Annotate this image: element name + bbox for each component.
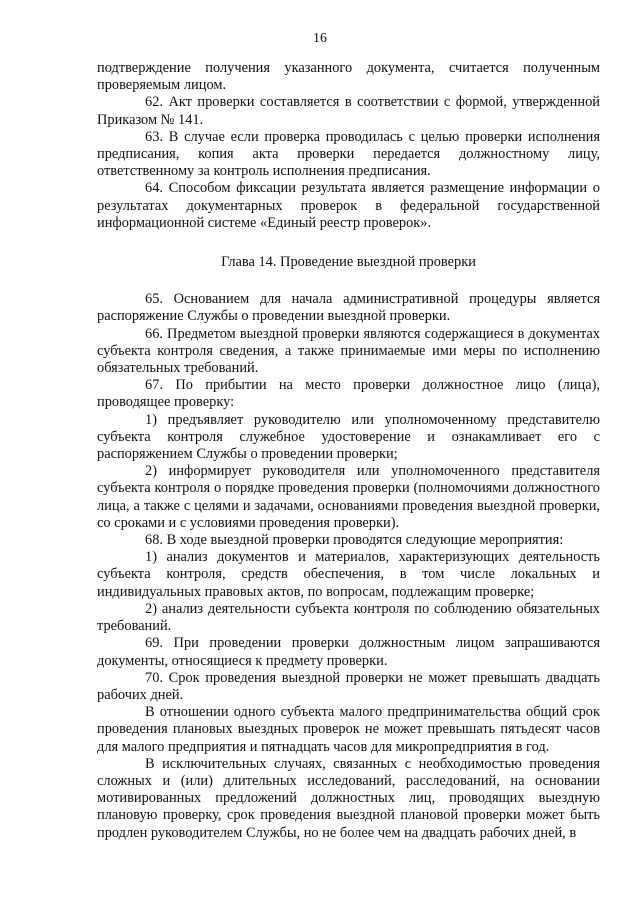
document-body <box>97 60 600 842</box>
paragraph-63: 63. В случае если проверка проводилась с целью проверки исполнения предписания, копия акта проверки передается должностному лицу, ответственному за контроль исполнения предписания. <box>97 128 600 180</box>
paragraph-70-exceptional-cases: В исключительных случаях, связанных с необходимостью проведения сложных и (или) длительных исследований, расследований, на основании мотивированных предложений должностных лиц, проводящих выездную плановую проверку, срок проведения выездной плановой проверки может быть продлен руководителем Службы, но не более чем на двадцать рабочих дней, в <box>97 755 600 841</box>
paragraph-67: 67. По прибытии на место проверки должностное лицо (лица), проводящее проверку: <box>97 377 600 411</box>
paragraph-62: 62. Акт проверки составляется в соответствии с формой, утвержденной Приказом № 141. <box>97 94 600 128</box>
chapter-heading: Глава 14. Проведение выездной проверки <box>221 254 476 271</box>
paragraph-65: 65. Основанием для начала административной процедуры является распоряжение Службы о проведении выездной проверки. <box>97 291 600 325</box>
page-number: 16 <box>313 31 327 46</box>
paragraph-continuation: подтверждение получения указанного документа, считается полученным проверяемым лицом. <box>97 60 600 94</box>
paragraph-70: 70. Срок проведения выездной проверки не может превышать двадцать рабочих дней. <box>97 669 600 703</box>
paragraph-67-item-1: 1) предъявляет руководителю или уполномоченному представителю субъекта контроля служебное удостоверение и ознакамливает его с распоряжением Службы о проведении проверки; <box>97 411 600 463</box>
paragraph-67-item-2: 2) информирует руководителя или уполномоченного представителя субъекта контроля о порядке проведения проверки (полномочиями должностного лица, а также с целями и задачами, основаниями проведения выездной проверки, со сроками и с условиями проведения проверки). <box>97 463 600 531</box>
paragraph-69: 69. При проведении проверки должностным лицом запрашиваются документы, относящиеся к предмету проверки. <box>97 635 600 669</box>
paragraph-64: 64. Способом фиксации результата является размещение информации о результатах документарных проверок в федеральной государственной информационной системе «Единый реестр проверок». <box>97 180 600 231</box>
paragraph-66: 66. Предметом выездной проверки являются содержащиеся в документах субъекта контроля сведения, а также принимаемые ими меры по исполнению обязательных требований. <box>97 325 600 377</box>
paragraph-68-item-1: 1) анализ документов и материалов, характеризующих деятельность субъекта контроля, средств обеспечения, в том числе локальных и индивидуальных правовых актов, по вопросам, подлежащим проверке; <box>97 549 600 600</box>
paragraph-70-small-business: В отношении одного субъекта малого предпринимательства общий срок проведения плановых выездных проверок не может превышать пятьдесят часов для малого предприятия и пятнадцать часов для микропредприятия в год. <box>97 704 600 755</box>
paragraph-68-item-2: 2) анализ деятельности субъекта контроля по соблюдению обязательных требований. <box>97 600 600 635</box>
paragraph-68: 68. В ходе выездной проверки проводятся следующие мероприятия: <box>145 532 564 549</box>
